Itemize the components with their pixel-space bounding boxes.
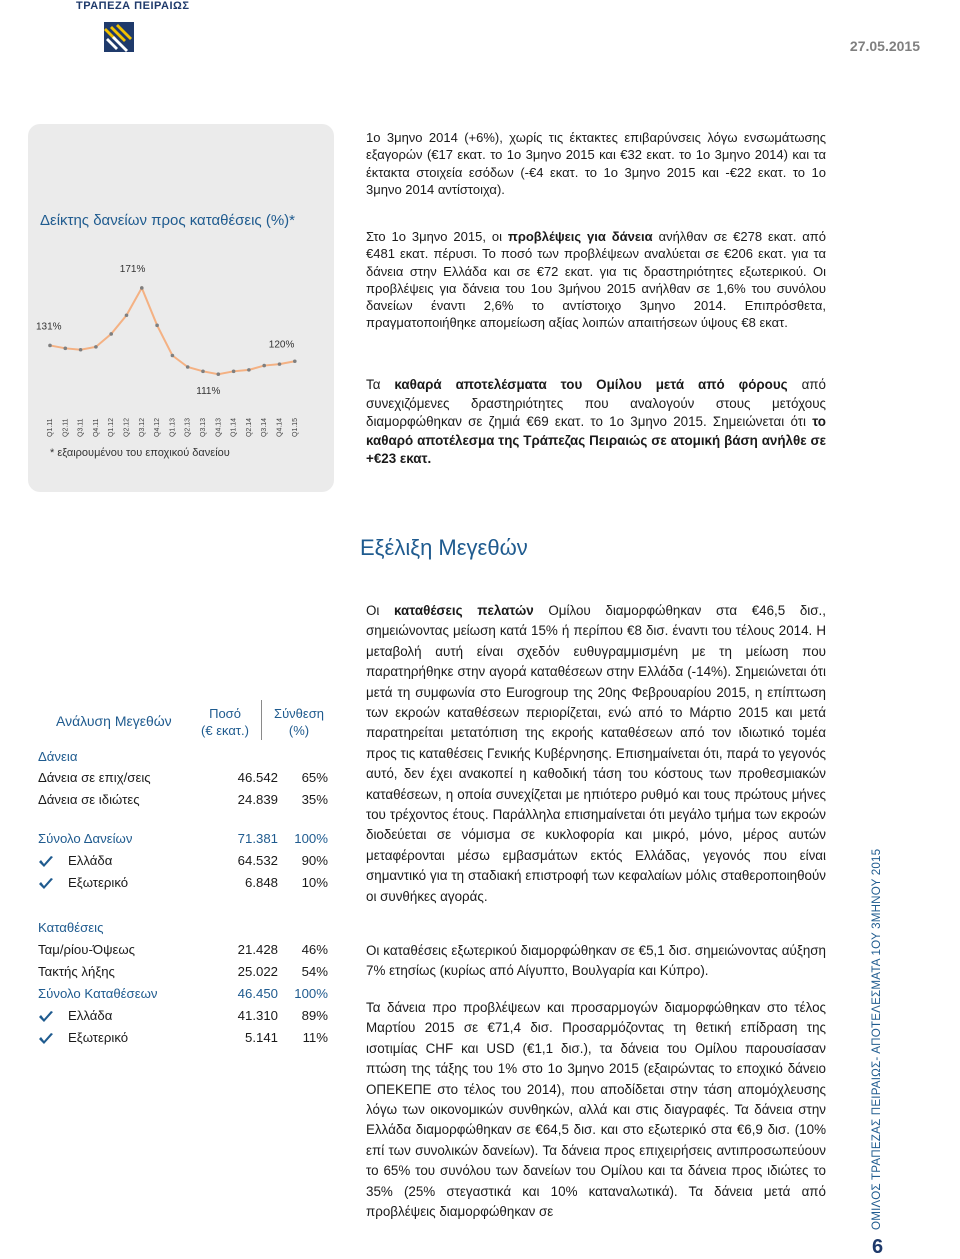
data-point [247,368,251,372]
report-date: 27.05.2015 [849,38,920,54]
checkmark-icon [38,877,54,891]
data-point [186,365,190,369]
row-share: 35% [301,792,328,807]
brand-name: ΤΡΑΠΕΖΑ ΠΕΙΡΑΙΩΣ [76,0,190,12]
row-share: 10% [301,875,328,890]
chart-title: Δείκτης δανείων προς καταθέσεις (%)* [40,212,295,229]
data-point [293,359,297,363]
x-tick-label: Q1.15 [291,417,299,437]
data-point [125,313,129,317]
x-tick-label: Q4.14 [276,417,284,437]
data-point [48,344,52,348]
row-amount: 24.839 [237,792,278,807]
data-label: 120% [268,339,295,351]
table-row [38,749,330,769]
x-tick-label: Q3.11 [77,418,85,437]
row-share: 90% [301,853,328,868]
row-label: Ελλάδα [68,1008,113,1023]
x-tick-label: Q1.12 [108,417,116,437]
table-row [38,831,330,851]
row-label: Δάνεια [38,749,78,764]
row-amount: 25.022 [237,964,278,979]
paragraph-loans: Τα δάνεια προ προβλέψεων και προσαρμογών διαμορφώθηκαν στο τέλος Μαρτίου 2015 σε €71,4 δισ. Προσαρμόζοντας τη θετική επίδραση της ισοτιμίας CHF και USD (€1,1 δισ.), τα δάνεια του Ομίλου παρουσίασαν πτώση της τάξης του 1% στο 1ο 3μηνο 2015 (εξαιρώντας το εποχικό δάνειο ΟΠΕΚΕΠΕ στο τέλος του 2014), που αποδίδεται στην τάση απομόχλευσης λόγω των οικονομικών συνθηκών, αλλά και στις διαγραφές. Τα δάνεια στην Ελλάδα διαμορφώθηκαν σε €64,5 δισ. και στο εξωτερικό στα €6,9 δισ. (10% επί των συνολικών δανείων). Τα δάνεια προς επιχειρήσεις αντιπροσωπεύουν το 65% του συνόλου των δανείων του Ομίλου και τα δάνεια προς ιδιώτες το 35% (25% στεγαστικά και 10% καταναλωτικά). Τα δάνεια μετά από προβλέψεις διαμορφώθηκαν σε [366,1000,826,1220]
series-line [50,288,295,374]
row-amount: 41.310 [237,1008,278,1023]
row-share: 100% [294,831,328,846]
checkmark-icon [38,855,54,869]
paragraph-results: 1ο 3μηνο 2014 (+6%), χωρίς τις έκτακτες επιβαρύνσεις λόγω ενσωμάτωσης εξαγορών (€17 εκατ. το 1ο 3μηνο 2015 και €32 εκατ. το 1ο 3μηνο 2014) και τα έκτακτα στοιχεία εσόδων (-€4 εκατ. το 1ο 3μηνο 2015 και -€22 εκατ. το 1ο 3μηνο 2014 αντίστοιχα). [366,130,826,197]
row-label: Καταθέσεις [38,920,104,935]
table-row [38,920,330,940]
data-point [262,364,266,368]
row-share: 100% [294,986,328,1001]
row-label: Σύνολο Δανείων [38,831,133,846]
row-label: Δάνεια σε επιχ/σεις [38,770,151,785]
row-label: Εξωτερικό [68,1030,129,1045]
data-point [94,345,98,349]
x-tick-label: Q2.14 [245,417,253,437]
checkmark-icon [38,1032,54,1046]
table-title: Ανάλυση Μεγεθών [56,713,172,729]
row-amount: 6.848 [244,875,278,890]
x-tick-label: Q3.12 [138,417,146,437]
row-amount: 71.381 [237,831,278,846]
row-amount: 46.542 [237,770,278,785]
row-amount: 64.532 [237,853,278,868]
data-point [232,370,236,374]
row-label: Τακτής λήξης [38,964,115,979]
x-tick-label: Q1.14 [230,417,238,437]
data-point [155,324,159,328]
x-tick-label: Q3.14 [261,417,269,437]
paragraph-deposits: Οι καταθέσεις πελατών Ομίλου διαμορφώθηκαν στα €46,5 δισ., σημειώνοντας μείωση κατά 15% ή περίπου €8 δισ. έναντι του τέλους 2014. Η μεταβολή αυτή είναι σχεδόν ευθυγραμμισμένη με τη μείωση που παρατηρήθηκε στην αγορά καταθέσεων στην Ελλάδα (-14%). Σημειώνεται ότι μετά τη συμφωνία στο Eurogroup της 20ης Φεβρουαρίου 2015, η επίπτωση των εκροών καταθέσεων περιορίζεται, ενώ από το Μάρτιο 2015 και μετά παρατηρείται μετατόπιση της εκροής καταθέσεων από τον ιδιωτικό τομέα προς τις καταθέσεις Γενικής Κυβέρνησης. Επισημαίνεται ότι, παρά το γεγονός αυτό, δεν έχει ανακοπεί η καθοδική τάση του κόστους των προθεσμιακών καταθέσεων, η οποία συνεχίζεται με ηπιότερο ρυθμό και τους πρώτους μήνες του τρέχοντος έτους. Παράλληλα επισημαίνεται ότι μεγάλο τμήμα των εκροών διοδεύεται σε νόμισμα σε κυκλοφορία και μικρό, μόνο, μέρος αυτών μεταφέρονται μέσω εμβασμάτων εκτός Ελλάδας, γεγονός που είναι σημαντικό για τη σταδιακή επιστροφή των κεφαλαίων μόλις σταθεροποιηθούν οι συνθήκες αγοράς. [366,603,826,904]
column-header-share: Σύνθεση (%) [274,706,324,738]
data-point [64,347,68,351]
row-share: 54% [301,964,328,979]
table-row [38,853,330,873]
row-share: 89% [301,1008,328,1023]
table-row [38,770,330,790]
data-label: 111% [196,386,221,398]
column-divider [261,700,262,740]
x-tick-label: Q4.12 [154,417,162,437]
row-amount: 5.141 [244,1030,278,1045]
x-tick-label: Q2.13 [184,417,192,437]
table-row [38,1030,330,1050]
data-point [79,348,83,352]
table-row [38,964,330,984]
table-row [38,875,330,895]
row-share: 46% [301,942,328,957]
x-tick-label: Q1.11 [47,418,54,437]
row-amount: 46.450 [237,986,278,1001]
row-label: Σύνολο Καταθέσεων [38,986,158,1001]
table-row [38,792,330,812]
row-label: Εξωτερικό [68,875,129,890]
piraeus-logo-icon [104,22,134,52]
paragraph-net-results: Τα καθαρά αποτελέσματα του Ομίλου μετά από φόρους από συνεχιζόμενες δραστηριότητες που αναλογούν στους μετόχους διαμορφώθηκαν σε ζημιά €69 εκατ. το 1ο 3μηνο 2015. Σημειώνεται ότι το καθαρό αποτέλεσμα της Τράπεζας Πειραιώς σε ατομική βάση ανήλθε σε +€23 εκατ. [366,377,826,467]
row-share: 11% [302,1030,328,1045]
x-tick-label: Q4.13 [215,417,223,437]
row-label: Ελλάδα [68,853,113,868]
table-row [38,942,330,962]
data-point [109,332,113,336]
chart-footnote: * εξαιρουμένου του εποχικού δανείου [50,447,230,459]
column-header-amount: Ποσό (€ εκατ.) [201,706,249,738]
row-amount: 21.428 [237,942,278,957]
data-point [278,362,282,366]
paragraph-foreign-deposits: Οι καταθέσεις εξωτερικού διαμορφώθηκαν σε €5,1 δισ. σημειώνοντας αύξηση 7% ετησίως (κυρίως από Αίγυπτο, Βουλγαρία και Κύπρο). [366,943,826,979]
row-label: Ταμ/ρίου-Όψεως [38,942,136,957]
data-point [217,372,221,376]
section-title: Εξέλιξη Μεγεθών [360,535,528,560]
row-share: 65% [301,770,328,785]
data-label: 171% [119,263,146,275]
x-tick-label: Q2.12 [123,417,131,437]
data-point [201,370,205,374]
x-tick-label: Q3.13 [200,417,207,437]
x-tick-label: Q2.11 [62,418,70,437]
page-number: 6 [872,1236,884,1258]
loans-to-deposits-chart [28,240,334,445]
checkmark-icon [38,1010,54,1024]
vertical-footer-label: ΟΜΙΛΟΣ ΤΡΑΠΕΖΑΣ ΠΕΙΡΑΙΩΣ- ΑΠΟΤΕΛΕΣΜΑΤΑ 1ΟΥ 3ΜΗΝΟΥ 2015 [870,848,883,1230]
row-label: Δάνεια σε ιδιώτες [38,792,140,807]
data-point [140,286,144,290]
x-tick-label: Q4.11 [92,418,100,437]
data-label: 131% [36,321,62,333]
x-tick-label: Q1.13 [169,417,177,437]
table-row [38,1008,330,1028]
table-row [38,986,330,1006]
paragraph-provisions: Στο 1ο 3μηνο 2015, οι προβλέψεις για δάνεια ανήλθαν σε €278 εκατ. από €481 εκατ. πέρυσι. Το ποσό των προβλέψεων αναλύεται σε €206 εκατ. για τα δάνεια στην Ελλάδα και σε €72 εκατ. για τις δραστηριότητες εξωτερικού. Οι προβλέψεις για δάνεια του 1ου 3μήνου 2015 ανήλθαν σε 1,6% του συνόλου δανείων έναντι 2,6% το αντίστοιχο 3μηνο 2014. Επιπρόσθετα, πραγματοποιήθηκε απομείωση αξίας λοιπών απαιτήσεων ύψους €8 εκατ. [366,229,826,331]
data-point [171,354,175,358]
